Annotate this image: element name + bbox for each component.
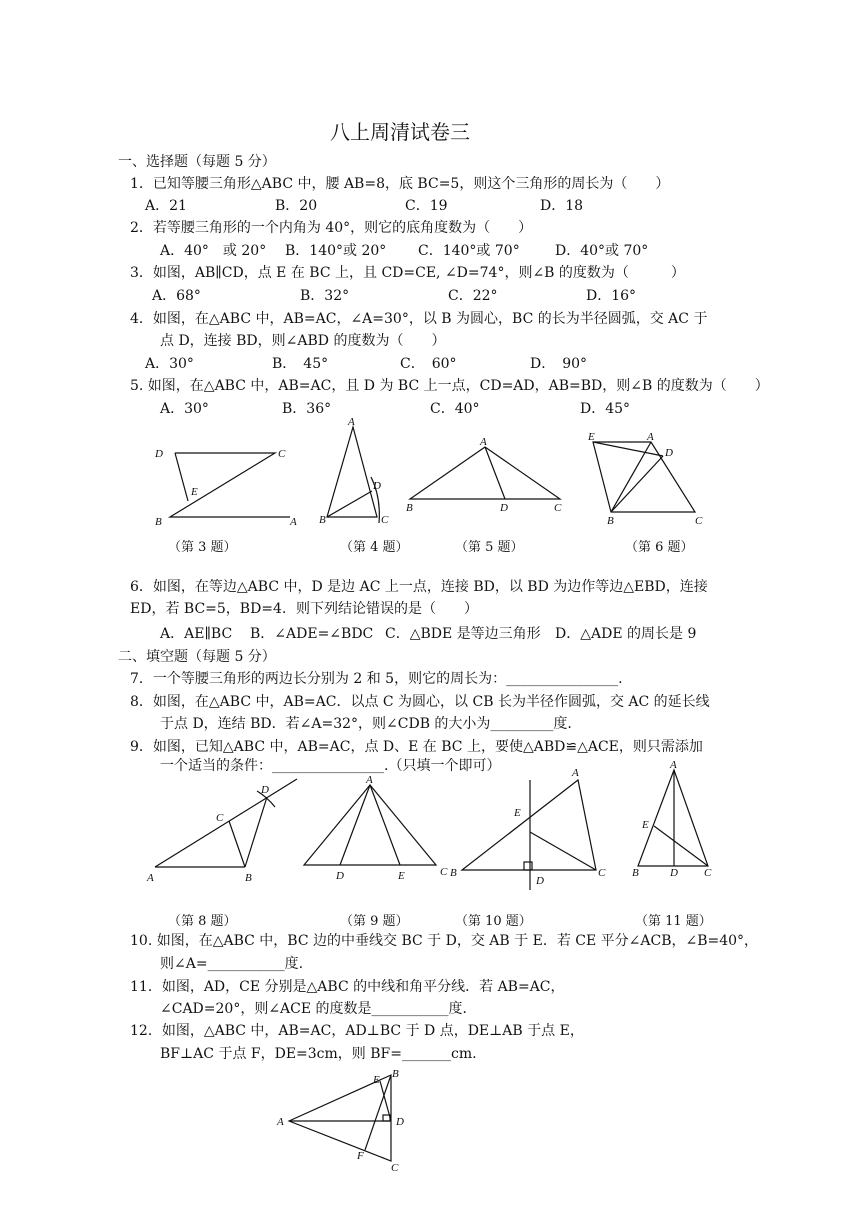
question-3: 3．如图，AB∥CD，点 E 在 BC 上，且 CD=CE, ∠D=74°，则∠B 的度数为（ ） [130,265,685,281]
question-11-line1: 11．如图，AD，CE 分别是△ABC 的中线和角平分线．若 AB=AC， [130,979,565,995]
question-8-line2: 于点 D，连结 BD．若∠A=32°，则∠CDB 的大小为_________度. [160,716,572,732]
q3-option-a: A．68° [152,288,201,304]
q2-option-b: B．140°或 20° [285,243,387,259]
q6-option-a: A．AE∥BC [160,626,233,642]
q1-option-b: B．20 [275,198,318,214]
question-9-line2: 一个适当的条件：________________.（只填一个即可） [160,758,501,774]
question-9-line1: 9．如图，已知△ABC 中，AB=AC，点 D、E 在 BC 上，要使△ABD≌△ACE，则只需添加 [130,739,703,755]
fig8-label-b: B [245,872,252,884]
q6-option-d: D．△ADE 的周长是 9 [555,626,697,642]
fig9-label-d: D [336,870,344,882]
question-12-line1: 12．如图，△ABC 中，AB=AC，AD⊥BC 于 D 点，DE⊥AB 于点 E， [130,1023,584,1039]
fig4-label-b: B [319,514,326,526]
fig12-label-a: A [277,1116,284,1128]
figure-12 [275,1065,420,1175]
figure-11 [628,760,718,885]
section-fill-heading: 二、填空题（每题 5 分） [118,649,276,665]
fig11-label-a: A [670,759,677,771]
fig10-label-b: B [450,867,457,879]
fig3-label-c: C [278,448,286,460]
fig5-label-b: B [406,502,413,514]
fig5-label-a: A [480,436,487,448]
fig8-label-a: A [147,872,154,884]
fig6-label-d: D [665,447,673,459]
fig6-label-a: A [647,431,654,443]
fig4-label-d: D [373,480,381,492]
q4-option-a: A．30° [145,356,194,372]
figure-8 [145,775,305,890]
fig3-label-a: A [290,516,297,528]
fig11-label-c: C [704,867,712,879]
page-title: 八上周清试卷三 [330,120,470,144]
question-4-line1: 4．如图，在△ABC 中，AB=AC，∠A=30°，以 B 为圆心，BC 的长为半径圆弧，交 AC 于 [130,311,708,327]
fig12-label-f: F [357,1150,364,1162]
q3-option-c: C．22° [448,288,498,304]
fig12-label-b: B [392,1068,399,1080]
caption-figure-3: （第 3 题） [168,540,237,555]
figure-5 [400,435,570,520]
question-6-line1: 6．如图，在等边△ABC 中，D 是边 AC 上一点，连接 BD，以 BD 为边作等边△EBD，连接 [130,579,708,595]
caption-figure-4: （第 4 题） [340,540,409,555]
q2-option-a: A．40° 或 20° [160,243,267,259]
fig4-label-a: A [348,416,355,428]
q5-option-c: C．40° [430,401,480,417]
question-1: 1．已知等腰三角形△ABC 中，腰 AB=8，底 BC=5，则这个三角形的周长为（ ） [130,176,670,192]
figure-3 [150,435,310,530]
fig3-label-b: B [155,516,162,528]
q6-option-c: C．△BDE 是等边三角形 [385,626,541,642]
caption-figure-10: （第 10 题） [455,914,532,929]
q1-option-d: D．18 [540,198,584,214]
q1-option-a: A．21 [145,198,187,214]
q2-option-c: C．140°或 70° [418,243,520,259]
question-12-line2: BF⊥AC 于点 F，DE=3cm，则 BF=_______cm. [160,1046,477,1062]
figure-10 [448,760,618,895]
fig10-label-e: E [514,807,521,819]
fig11-label-d: D [670,867,678,879]
fig6-label-b: B [607,515,614,527]
q5-option-d: D．45° [580,401,631,417]
fig8-label-c: C [216,812,224,824]
caption-figure-11: （第 11 题） [635,914,712,929]
caption-figure-6: （第 6 题） [625,540,694,555]
fig12-label-e: E [373,1074,380,1086]
fig11-label-b: B [632,867,639,879]
caption-figure-9: （第 9 题） [340,914,409,929]
question-6-line2: ED，若 BC=5，BD=4．则下列结论错误的是（ ） [130,601,478,617]
question-7: 7．一个等腰三角形的两边长分别为 2 和 5，则它的周长为：________________. [130,671,623,687]
question-10-line2: 则∠A=___________度. [160,956,304,972]
question-5: 5. 如图，在△ABC 中，AB=AC，且 D 为 BC 上一点，CD=AD，AB=BD，则∠B 的度数为（ ） [130,378,769,394]
q2-option-d: D．40°或 70° [555,243,649,259]
q4-option-d: D． 90° [530,356,588,372]
figure-6 [585,428,710,528]
fig8-label-d: D [261,784,269,796]
question-4-line2: 点 D，连接 BD，则∠ABD 的度数为（ ） [160,333,446,349]
fig3-label-e: E [191,486,198,498]
caption-figure-8: （第 8 题） [168,914,237,929]
fig12-label-d: D [396,1116,404,1128]
fig12-label-c: C [391,1162,399,1174]
figure-9 [300,775,460,885]
fig5-label-c: C [554,502,562,514]
figure-4 [315,415,395,530]
q4-option-c: C． 60° [400,356,457,372]
question-2: 2．若等腰三角形的一个内角为 40°，则它的底角度数为（ ） [130,220,533,236]
fig4-label-c: C [381,514,389,526]
fig3-label-d: D [155,448,163,460]
question-11-line2: ∠CAD=20°，则∠ACE 的度数是___________度． [160,1001,477,1017]
question-10-line1: 10. 如图，在△ABC 中，BC 边的中垂线交 BC 于 D，交 AB 于 E．若 CE 平分∠ACB，∠B=40°， [130,933,759,949]
q6-option-b: B．∠ADE=∠BDC [250,626,374,642]
question-8-line1: 8．如图，在△ABC 中，AB=AC．以点 C 为圆心，以 CB 长为半径作圆弧，交 AC 的延长线 [130,694,710,710]
q4-option-b: B． 45° [272,356,329,372]
section-choice-heading: 一、选择题（每题 5 分） [118,154,276,170]
fig9-label-e: E [398,870,405,882]
fig6-label-c: C [695,515,703,527]
q3-option-b: B．32° [300,288,350,304]
q1-option-c: C．19 [405,198,448,214]
fig9-label-c: C [440,866,448,878]
caption-figure-5: （第 5 题） [455,540,524,555]
q5-option-a: A．30° [160,401,209,417]
fig5-label-d: D [500,502,508,514]
fig11-label-e: E [642,819,649,831]
fig10-label-d: D [536,875,544,887]
fig10-label-a: A [572,767,579,779]
fig6-label-e: E [588,431,595,443]
q3-option-d: D．16° [586,288,637,304]
q5-option-b: B．36° [282,401,332,417]
fig10-label-c: C [598,867,606,879]
fig9-label-a: A [366,774,373,786]
